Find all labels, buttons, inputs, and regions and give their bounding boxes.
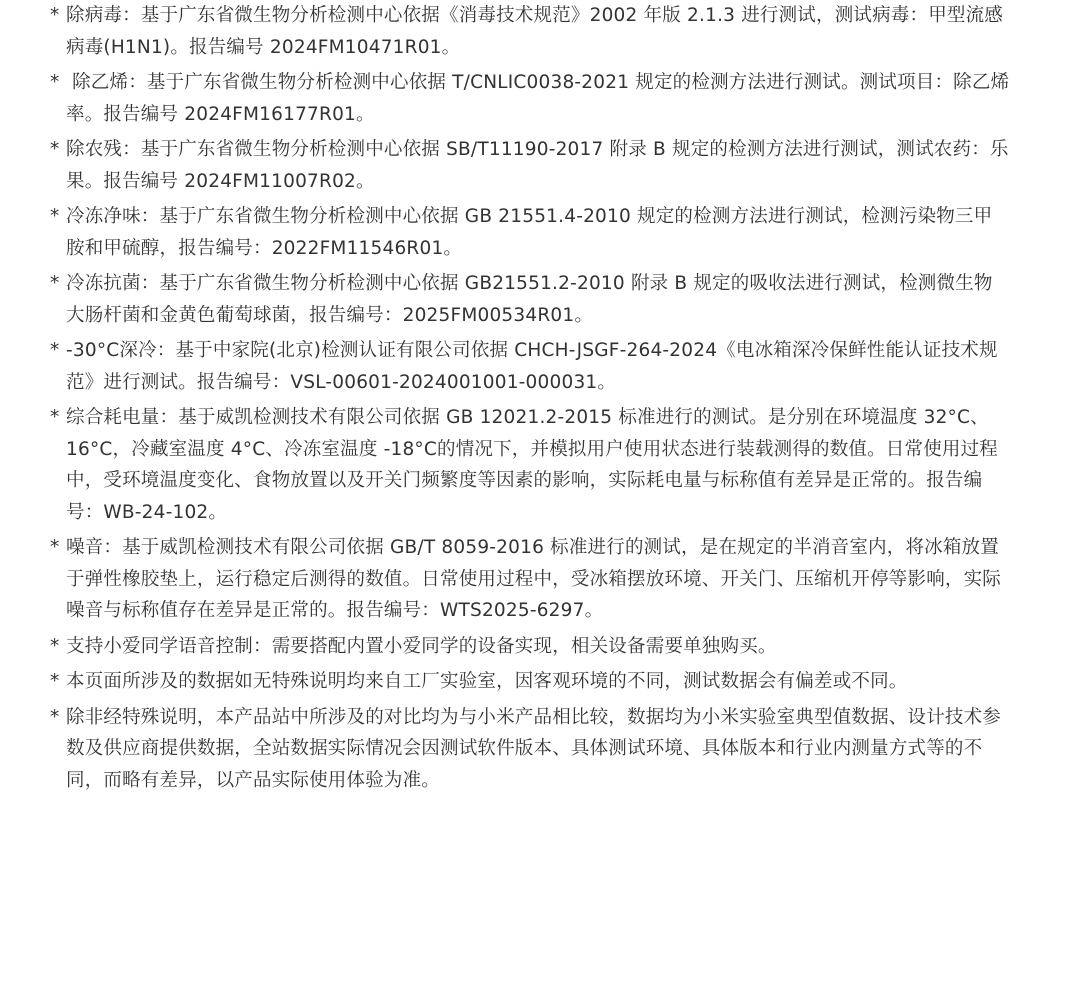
note-bullet: * <box>50 5 60 26</box>
note-power-consumption <box>50 402 1010 528</box>
note-bullet: * <box>50 139 60 160</box>
note-text: 本页面所涉及的数据如无特殊说明均来自工厂实验室，因客观环境的不同，测试数据会有偏差或不同。 <box>66 671 908 692</box>
note-freezer-deodorize <box>50 201 1010 264</box>
note-bullet: * <box>50 340 60 361</box>
footnote-list <box>50 0 1010 800</box>
note-bullet: * <box>50 635 60 657</box>
note-text: 冷冻抗菌：基于广东省微生物分析检测中心依据 GB21551.2-2010 附录 B 规定的吸收法进行测试，检测微生物大肠杆菌和金黄色葡萄球菌，报告编号：2025FM00534R01。 <box>66 273 993 326</box>
note-bullet: * <box>50 206 60 227</box>
note-freezer-antibacterial <box>50 268 1010 331</box>
note-virus-removal <box>50 0 1010 63</box>
note-bullet: * <box>50 72 60 93</box>
note-comparison-disclaimer <box>50 702 1010 797</box>
note-text: 除乙烯：基于广东省微生物分析检测中心依据 T/CNLIC0038-2021 规定的检测方法进行测试。测试项目：除乙烯率。报告编号 2024FM16177R01。 <box>66 72 1010 125</box>
note-text: 除病毒：基于广东省微生物分析检测中心依据《消毒技术规范》2002 年版 2.1.3 进行测试，测试病毒：甲型流感病毒(H1N1)。报告编号 2024FM10471R01。 <box>66 5 1003 58</box>
note-ethylene-removal <box>50 67 1010 130</box>
note-text: 噪音：基于威凯检测技术有限公司依据 GB/T 8059-2016 标准进行的测试，是在规定的半消音室内，将冰箱放置于弹性橡胶垫上，运行稳定后测得的数值。日常使用过程中，受冰箱摆放环境、开关门、压缩机开停等影响，实际噪音与标称值存在差异是正常的。报告编号：WTS2025-6297。 <box>66 537 1002 621</box>
note-deep-freeze <box>50 335 1010 398</box>
note-text: 除农残：基于广东省微生物分析检测中心依据 SB/T11190-2017 附录 B 规定的检测方法进行测试，测试农药：乐果。报告编号 2024FM11007R02。 <box>66 139 1009 192</box>
note-lab-data <box>50 666 1010 698</box>
note-bullet: * <box>50 273 60 294</box>
note-text: 支持小爱同学语音控制：需要搭配内置小爱同学的设备实现，相关设备需要单独购买。 <box>66 635 777 657</box>
note-bullet: * <box>50 706 60 728</box>
note-bullet: * <box>50 407 60 428</box>
note-text: -30°C深冷：基于中家院(北京)检测认证有限公司依据 CHCH-JSGF-264-2024《电冰箱深冷保鲜性能认证技术规范》进行测试。报告编号：VSL-00601-2024001001-000031。 <box>66 340 998 393</box>
note-text: 综合耗电量：基于威凯检测技术有限公司依据 GB 12021.2-2015 标准进行的测试。是分别在环境温度 32°C、16°C，冷藏室温度 4°C、冷冻室温度 -18°C的情况下，并模拟用户使用状态进行装载测得的数值。日常使用过程中，受环境温度变化、食物放置以及开关门频繁度等因素的影响，实际耗电量与标称值有差异是正常的。报告编号：WB-24-102。 <box>66 407 998 523</box>
note-voice-control <box>50 631 1010 663</box>
note-text: 冷冻净味：基于广东省微生物分析检测中心依据 GB 21551.4-2010 规定的检测方法进行测试，检测污染物三甲胺和甲硫醇，报告编号：2022FM11546R01。 <box>66 206 993 259</box>
note-bullet: * <box>50 671 60 692</box>
note-text: 除非经特殊说明，本产品站中所涉及的对比均为与小米产品相比较，数据均为小米实验室典型值数据、设计技术参数及供应商提供数据，全站数据实际情况会因测试软件版本、具体测试环境、具体版本和行业内测量方式等的不同，而略有差异，以产品实际使用体验为准。 <box>66 706 1002 791</box>
note-bullet: * <box>50 537 60 558</box>
note-noise <box>50 532 1010 627</box>
note-pesticide-removal <box>50 134 1010 197</box>
